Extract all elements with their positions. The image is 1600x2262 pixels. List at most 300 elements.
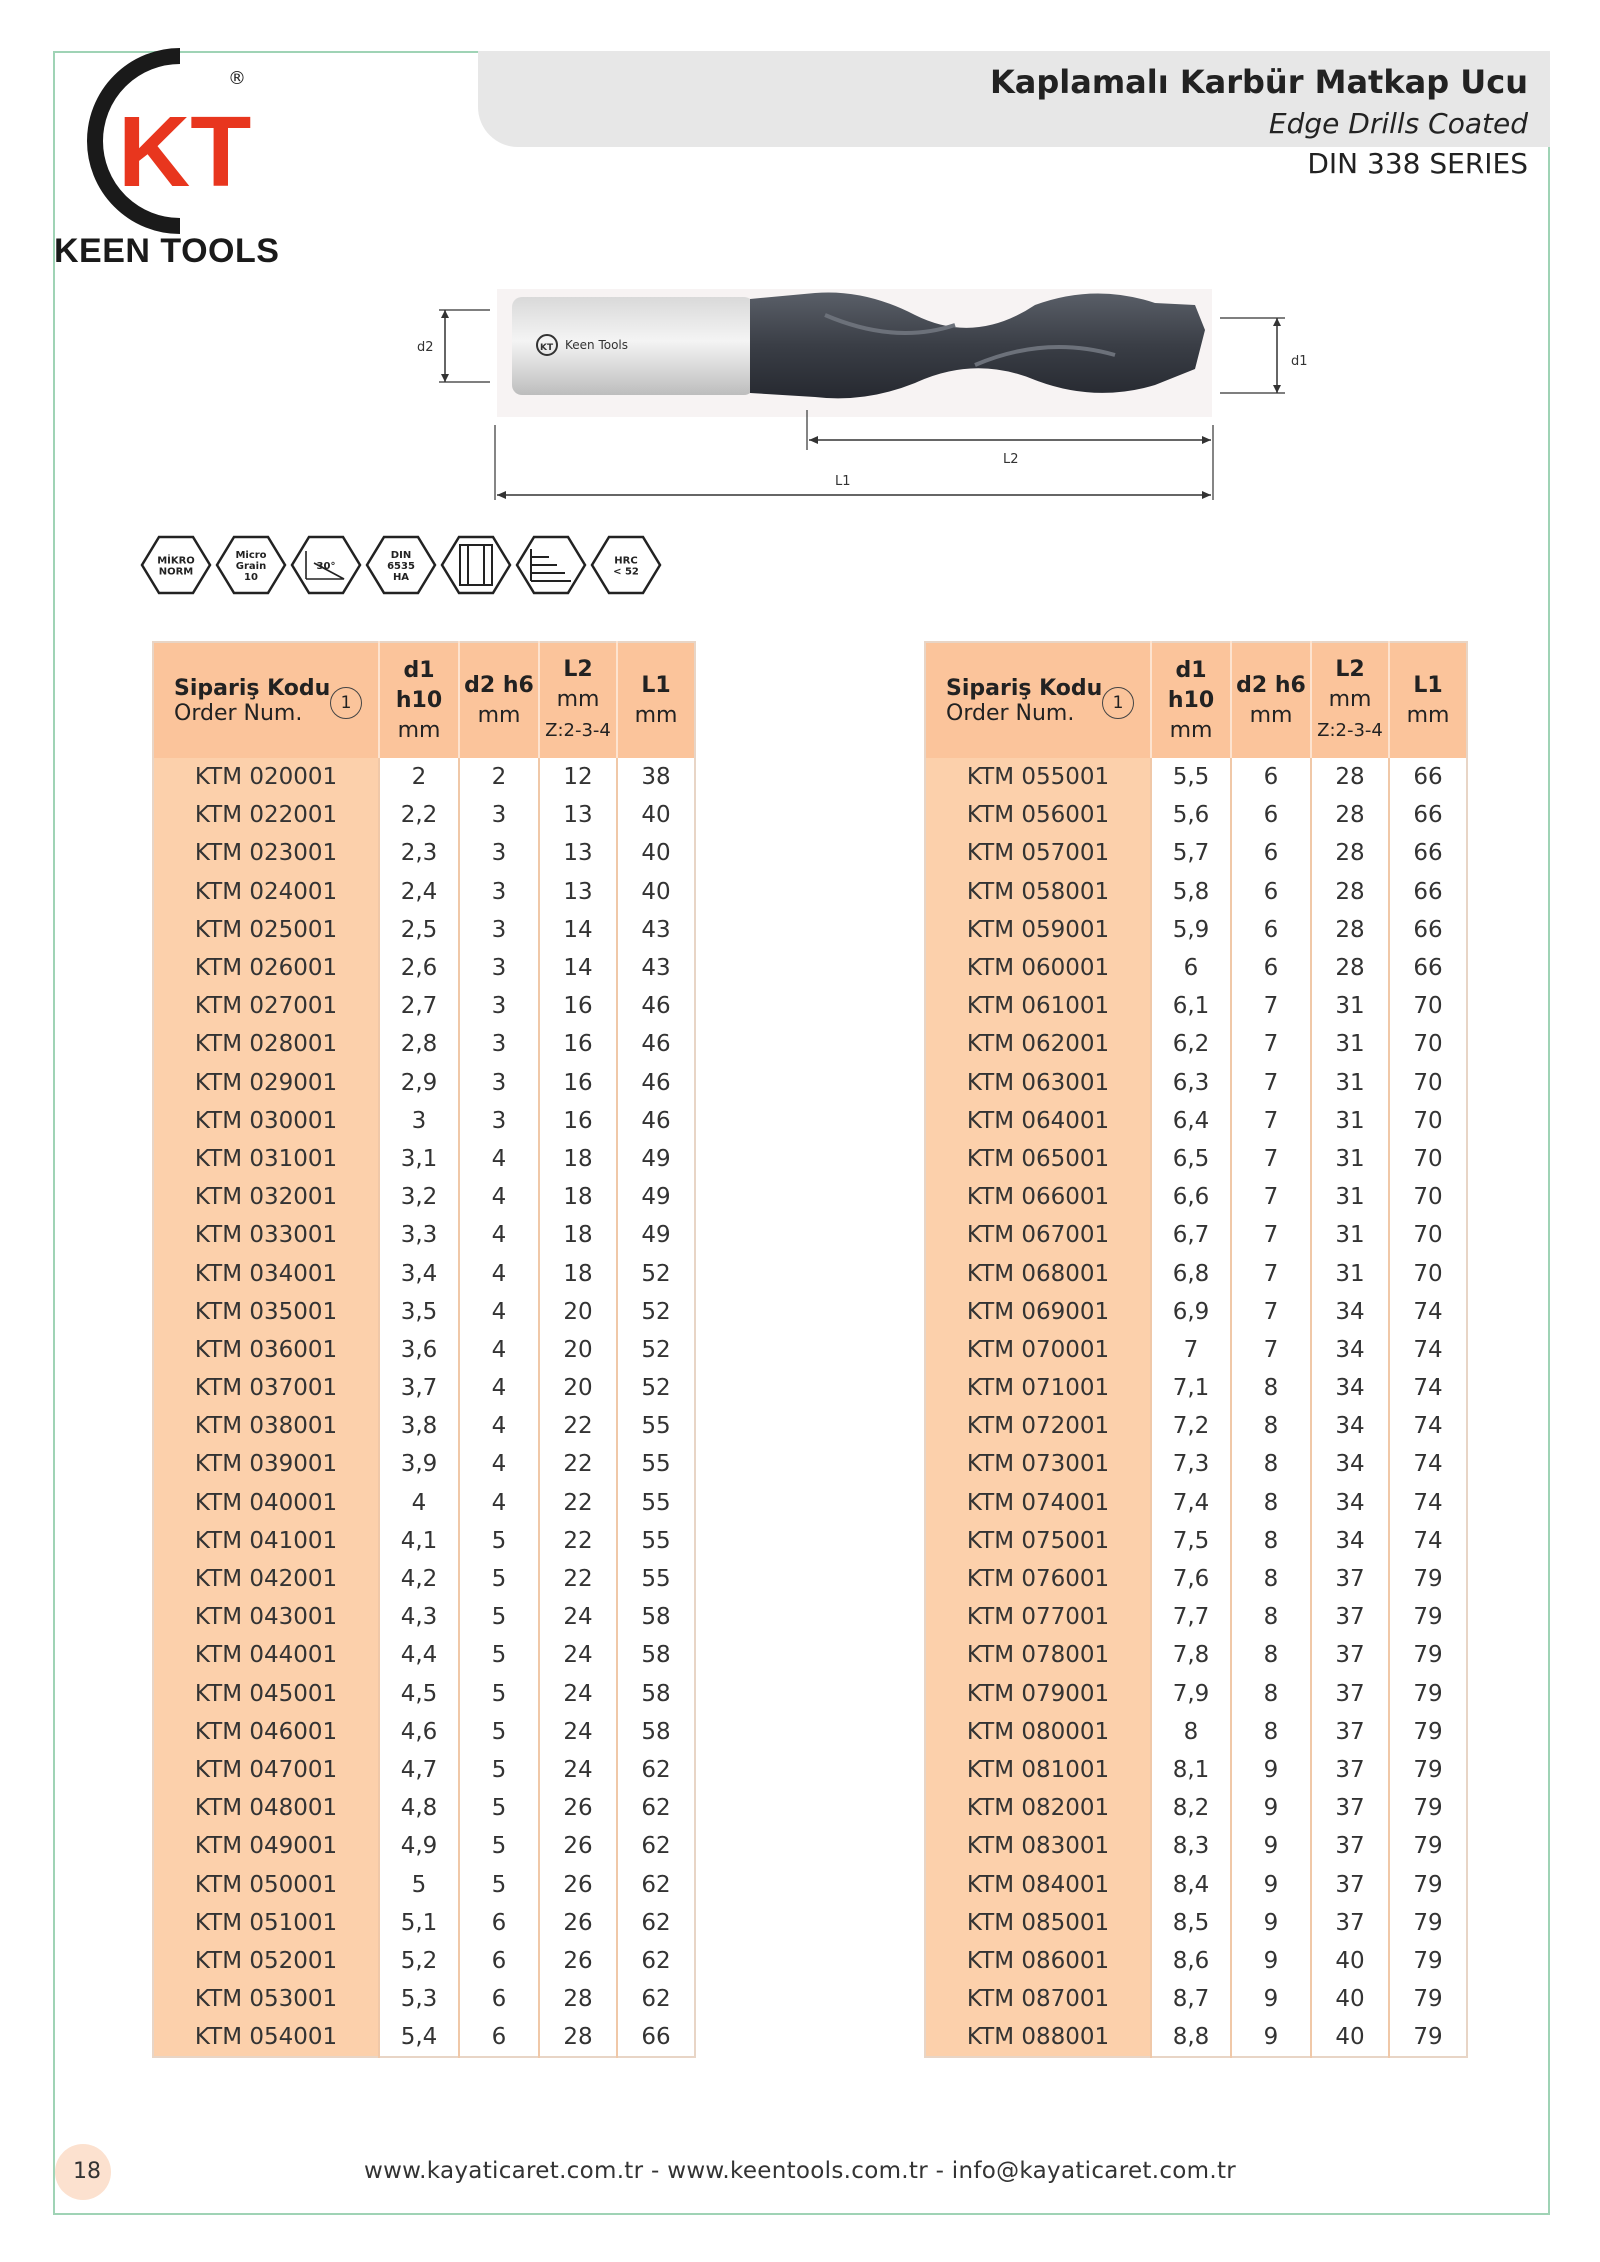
d2-cell: 7	[1231, 1293, 1311, 1331]
table-row	[153, 1904, 695, 1942]
order-code-cell: KTM 038001	[153, 1407, 379, 1445]
l1-cell: 62	[617, 1751, 695, 1789]
shank-label: Keen Tools	[565, 338, 629, 352]
d2-cell: 5	[459, 1865, 539, 1903]
l2-cell: 28	[1311, 796, 1389, 834]
d1-cell: 8,1	[1151, 1751, 1231, 1789]
l2-cell: 26	[539, 1827, 617, 1865]
l2-cell: 31	[1311, 987, 1389, 1025]
d2-cell: 7	[1231, 1178, 1311, 1216]
table-row	[925, 1522, 1467, 1560]
d1-cell: 4,6	[379, 1713, 459, 1751]
l2-cell: 34	[1311, 1407, 1389, 1445]
table-row	[153, 1789, 695, 1827]
d2-cell: 9	[1231, 1865, 1311, 1903]
l2-cell: 37	[1311, 1675, 1389, 1713]
l1-cell: 70	[1389, 1064, 1467, 1102]
d2-cell: 5	[459, 1789, 539, 1827]
table-row	[925, 949, 1467, 987]
d2-cell: 4	[459, 1216, 539, 1254]
table-row	[925, 1675, 1467, 1713]
table-left-wrap	[152, 641, 696, 2058]
order-code-cell: KTM 025001	[153, 911, 379, 949]
l1-cell: 43	[617, 949, 695, 987]
l1-cell: 79	[1389, 1598, 1467, 1636]
d1-cell: 4,3	[379, 1598, 459, 1636]
table-row	[153, 1064, 695, 1102]
table-row	[153, 1522, 695, 1560]
d2-cell: 5	[459, 1636, 539, 1674]
d2-cell: 3	[459, 911, 539, 949]
l2-cell: 37	[1311, 1636, 1389, 1674]
order-code-cell: KTM 067001	[925, 1216, 1151, 1254]
order-code-cell: KTM 020001	[153, 758, 379, 796]
d1-cell: 8,6	[1151, 1942, 1231, 1980]
l2-cell: 31	[1311, 1178, 1389, 1216]
d1-cell: 3,2	[379, 1178, 459, 1216]
order-code-cell: KTM 064001	[925, 1102, 1151, 1140]
order-code-cell: KTM 036001	[153, 1331, 379, 1369]
l1-cell: 79	[1389, 1751, 1467, 1789]
table-row	[153, 911, 695, 949]
order-code-cell: KTM 052001	[153, 1942, 379, 1980]
d2-cell: 6	[1231, 911, 1311, 949]
l1-cell: 70	[1389, 1025, 1467, 1063]
table-row	[925, 873, 1467, 911]
l1-cell: 46	[617, 1064, 695, 1102]
d1-cell: 7,5	[1151, 1522, 1231, 1560]
l1-cell: 46	[617, 1025, 695, 1063]
header-l2: L2 mm Z:2-3-4	[1311, 642, 1389, 758]
order-code-cell: KTM 034001	[153, 1254, 379, 1292]
d1-cell: 7,2	[1151, 1407, 1231, 1445]
order-code-cell: KTM 083001	[925, 1827, 1151, 1865]
l1-cell: 74	[1389, 1445, 1467, 1483]
l2-cell: 28	[1311, 911, 1389, 949]
order-code-cell: KTM 033001	[153, 1216, 379, 1254]
d1-cell: 3,3	[379, 1216, 459, 1254]
d2-cell: 3	[459, 873, 539, 911]
d2-cell: 8	[1231, 1598, 1311, 1636]
d1-cell: 5,2	[379, 1942, 459, 1980]
table-row	[153, 1865, 695, 1903]
coolant-icon	[442, 537, 510, 593]
d2-cell: 7	[1231, 1254, 1311, 1292]
l2-cell: 40	[1311, 1980, 1389, 2018]
table-right-wrap	[924, 641, 1468, 2058]
l2-cell: 22	[539, 1407, 617, 1445]
l1-cell: 70	[1389, 1254, 1467, 1292]
feature-icons	[140, 530, 720, 600]
d1-cell: 7,8	[1151, 1636, 1231, 1674]
table-row	[925, 1216, 1467, 1254]
order-code-cell: KTM 078001	[925, 1636, 1151, 1674]
order-code-cell: KTM 047001	[153, 1751, 379, 1789]
order-code-cell: KTM 077001	[925, 1598, 1151, 1636]
l2-cell: 20	[539, 1331, 617, 1369]
d2-cell: 4	[459, 1407, 539, 1445]
table-row	[925, 1484, 1467, 1522]
hrc-icon	[592, 537, 660, 593]
d1-cell: 5,6	[1151, 796, 1231, 834]
l1-cell: 55	[617, 1484, 695, 1522]
l2-cell: 37	[1311, 1789, 1389, 1827]
d2-cell: 8	[1231, 1484, 1311, 1522]
l1-cell: 62	[617, 1827, 695, 1865]
l1-cell: 55	[617, 1522, 695, 1560]
l1-cell: 62	[617, 1980, 695, 2018]
order-code-cell: KTM 088001	[925, 2018, 1151, 2057]
l2-cell: 28	[1311, 834, 1389, 872]
d2-cell: 5	[459, 1675, 539, 1713]
table-row	[153, 1445, 695, 1483]
l1-cell: 66	[1389, 796, 1467, 834]
order-code-cell: KTM 085001	[925, 1904, 1151, 1942]
l1-cell: 66	[1389, 949, 1467, 987]
order-code-cell: KTM 042001	[153, 1560, 379, 1598]
l2-cell: 34	[1311, 1484, 1389, 1522]
step-icon	[517, 537, 585, 593]
d2-cell: 3	[459, 796, 539, 834]
d1-cell: 8,7	[1151, 1980, 1231, 2018]
table-row	[153, 1331, 695, 1369]
d2-cell: 9	[1231, 1980, 1311, 2018]
table-row	[153, 1178, 695, 1216]
d2-cell: 7	[1231, 1025, 1311, 1063]
header-d2: d2 h6 mm	[459, 642, 539, 758]
d2-cell: 8	[1231, 1713, 1311, 1751]
l2-cell: 26	[539, 1942, 617, 1980]
l1-cell: 70	[1389, 1216, 1467, 1254]
l1-cell: 79	[1389, 1675, 1467, 1713]
header-l2: L2 mm Z:2-3-4	[539, 642, 617, 758]
d1-cell: 6,7	[1151, 1216, 1231, 1254]
table-row	[925, 1942, 1467, 1980]
din-6535-icon	[367, 537, 435, 593]
table-row	[925, 1102, 1467, 1140]
d2-cell: 8	[1231, 1369, 1311, 1407]
l2-cell: 40	[1311, 2018, 1389, 2057]
order-code-cell: KTM 022001	[153, 796, 379, 834]
d1-cell: 6,6	[1151, 1178, 1231, 1216]
order-code-cell: KTM 080001	[925, 1713, 1151, 1751]
registered-mark: ®	[228, 68, 246, 89]
order-code-cell: KTM 061001	[925, 987, 1151, 1025]
title-turkish: Kaplamalı Karbür Matkap Ucu	[989, 63, 1528, 101]
order-code-cell: KTM 055001	[925, 758, 1151, 796]
l2-cell: 20	[539, 1369, 617, 1407]
order-code-cell: KTM 086001	[925, 1942, 1151, 1980]
table-row	[925, 1865, 1467, 1903]
table-row	[925, 1980, 1467, 2018]
table-row	[153, 1560, 695, 1598]
d2-cell: 6	[1231, 873, 1311, 911]
table-row	[925, 1904, 1467, 1942]
d1-cell: 6,4	[1151, 1102, 1231, 1140]
l2-cell: 16	[539, 1025, 617, 1063]
l1-cell: 70	[1389, 1178, 1467, 1216]
l1-cell: 70	[1389, 1102, 1467, 1140]
d1-cell: 6,5	[1151, 1140, 1231, 1178]
table-row	[925, 758, 1467, 796]
l1-cell: 62	[617, 1904, 695, 1942]
d1-cell: 5,7	[1151, 834, 1231, 872]
d2-cell: 4	[459, 1484, 539, 1522]
d1-label: d1	[1291, 354, 1308, 369]
l2-cell: 16	[539, 1064, 617, 1102]
l1-cell: 79	[1389, 1942, 1467, 1980]
l2-cell: 14	[539, 911, 617, 949]
svg-text:NORM: NORM	[158, 566, 194, 578]
mikro-norm-icon	[142, 537, 210, 593]
order-table-left	[152, 641, 696, 2058]
l2-cell: 26	[539, 1865, 617, 1903]
order-code-cell: KTM 076001	[925, 1560, 1151, 1598]
l2-cell: 26	[539, 1904, 617, 1942]
l2-cell: 34	[1311, 1369, 1389, 1407]
order-code-cell: KTM 030001	[153, 1102, 379, 1140]
l2-cell: 16	[539, 987, 617, 1025]
table-row	[153, 987, 695, 1025]
l1-cell: 74	[1389, 1522, 1467, 1560]
note-marker: 1	[330, 687, 362, 719]
d2-cell: 3	[459, 949, 539, 987]
table-row	[925, 1636, 1467, 1674]
d2-label: d2	[417, 340, 434, 355]
l2-cell: 31	[1311, 1254, 1389, 1292]
d2-cell: 8	[1231, 1560, 1311, 1598]
d2-cell: 4	[459, 1369, 539, 1407]
l1-cell: 55	[617, 1445, 695, 1483]
order-code-cell: KTM 049001	[153, 1827, 379, 1865]
l1-cell: 49	[617, 1140, 695, 1178]
d1-cell: 7,9	[1151, 1675, 1231, 1713]
l2-cell: 14	[539, 949, 617, 987]
l2-cell: 13	[539, 873, 617, 911]
table-row	[153, 758, 695, 796]
l1-cell: 62	[617, 1942, 695, 1980]
d1-cell: 7,6	[1151, 1560, 1231, 1598]
d1-cell: 6	[1151, 949, 1231, 987]
svg-text:30°: 30°	[316, 561, 336, 572]
l1-cell: 79	[1389, 2018, 1467, 2057]
l2-cell: 37	[1311, 1904, 1389, 1942]
l1-cell: 58	[617, 1713, 695, 1751]
order-code-cell: KTM 029001	[153, 1064, 379, 1102]
d2-cell: 5	[459, 1598, 539, 1636]
brand-name: KEEN TOOLS	[54, 232, 280, 270]
order-code-cell: KTM 065001	[925, 1140, 1151, 1178]
l2-cell: 18	[539, 1178, 617, 1216]
order-table-right	[924, 641, 1468, 2058]
order-code-cell: KTM 073001	[925, 1445, 1151, 1483]
l2-cell: 13	[539, 796, 617, 834]
series-label: DIN 338 SERIES	[1307, 147, 1528, 180]
table-row	[925, 987, 1467, 1025]
d2-cell: 2	[459, 758, 539, 796]
d2-cell: 8	[1231, 1636, 1311, 1674]
l2-cell: 28	[1311, 873, 1389, 911]
order-code-cell: KTM 058001	[925, 873, 1151, 911]
d1-cell: 5,9	[1151, 911, 1231, 949]
header-order-code: Sipariş Kodu Order Num. 1	[925, 642, 1151, 758]
l2-cell: 28	[539, 2018, 617, 2057]
d1-cell: 3,5	[379, 1293, 459, 1331]
svg-text:HRC: HRC	[614, 555, 638, 567]
l2-cell: 26	[539, 1789, 617, 1827]
l2-cell: 12	[539, 758, 617, 796]
l1-cell: 52	[617, 1293, 695, 1331]
l1-cell: 66	[1389, 834, 1467, 872]
d1-cell: 6,8	[1151, 1254, 1231, 1292]
order-code-cell: KTM 023001	[153, 834, 379, 872]
micro-grain-icon	[217, 537, 285, 593]
l1-cell: 79	[1389, 1980, 1467, 2018]
l2-cell: 18	[539, 1254, 617, 1292]
d1-cell: 7,1	[1151, 1369, 1231, 1407]
l1-cell: 74	[1389, 1407, 1467, 1445]
d1-cell: 7,4	[1151, 1484, 1231, 1522]
header-l1: L1 mm	[1389, 642, 1467, 758]
header-d2: d2 h6 mm	[1231, 642, 1311, 758]
d1-cell: 4,1	[379, 1522, 459, 1560]
l2-cell: 22	[539, 1560, 617, 1598]
d1-cell: 8,4	[1151, 1865, 1231, 1903]
drill-drawing	[395, 285, 1325, 515]
d1-cell: 4,5	[379, 1675, 459, 1713]
d2-cell: 3	[459, 834, 539, 872]
order-code-cell: KTM 054001	[153, 2018, 379, 2057]
table-row	[925, 796, 1467, 834]
order-code-cell: KTM 046001	[153, 1713, 379, 1751]
d2-cell: 7	[1231, 1102, 1311, 1140]
l1-cell: 62	[617, 1865, 695, 1903]
table-row	[925, 1178, 1467, 1216]
d1-cell: 4,4	[379, 1636, 459, 1674]
d2-cell: 9	[1231, 1904, 1311, 1942]
l2-cell: 34	[1311, 1331, 1389, 1369]
l1-cell: 52	[617, 1331, 695, 1369]
order-code-cell: KTM 028001	[153, 1025, 379, 1063]
table-row	[153, 1254, 695, 1292]
d1-cell: 4,9	[379, 1827, 459, 1865]
d1-cell: 4,8	[379, 1789, 459, 1827]
d2-cell: 3	[459, 1102, 539, 1140]
l2-cell: 22	[539, 1522, 617, 1560]
d2-cell: 7	[1231, 1140, 1311, 1178]
l1-cell: 74	[1389, 1293, 1467, 1331]
l2-cell: 31	[1311, 1140, 1389, 1178]
d1-cell: 5,8	[1151, 873, 1231, 911]
d2-cell: 6	[459, 1980, 539, 2018]
order-code-cell: KTM 072001	[925, 1407, 1151, 1445]
d2-cell: 5	[459, 1751, 539, 1789]
table-row	[153, 949, 695, 987]
l1-cell: 52	[617, 1369, 695, 1407]
d2-cell: 4	[459, 1140, 539, 1178]
svg-text:Micro: Micro	[235, 550, 267, 561]
l2-cell: 18	[539, 1216, 617, 1254]
d1-cell: 4,2	[379, 1560, 459, 1598]
l2-cell: 18	[539, 1140, 617, 1178]
l1-cell: 55	[617, 1560, 695, 1598]
d2-cell: 9	[1231, 1942, 1311, 1980]
d1-cell: 3,8	[379, 1407, 459, 1445]
table-row	[153, 1140, 695, 1178]
order-code-cell: KTM 045001	[153, 1675, 379, 1713]
table-row	[925, 2018, 1467, 2057]
table-row	[925, 1331, 1467, 1369]
l2-cell: 28	[1311, 758, 1389, 796]
d1-cell: 4,7	[379, 1751, 459, 1789]
page-number: 18	[55, 2144, 111, 2200]
order-code-cell: KTM 066001	[925, 1178, 1151, 1216]
l2-cell: 37	[1311, 1560, 1389, 1598]
l2-cell: 34	[1311, 1522, 1389, 1560]
l1-cell: 74	[1389, 1331, 1467, 1369]
table-row	[925, 1560, 1467, 1598]
svg-text:< 52: < 52	[613, 566, 639, 578]
l1-cell: 79	[1389, 1904, 1467, 1942]
table-row	[925, 1025, 1467, 1063]
d2-cell: 6	[1231, 949, 1311, 987]
d2-cell: 8	[1231, 1445, 1311, 1483]
d2-cell: 7	[1231, 1216, 1311, 1254]
d1-cell: 2,9	[379, 1064, 459, 1102]
d1-cell: 4	[379, 1484, 459, 1522]
l2-cell: 24	[539, 1675, 617, 1713]
d2-cell: 3	[459, 1064, 539, 1102]
order-code-cell: KTM 087001	[925, 1980, 1151, 2018]
order-code-cell: KTM 059001	[925, 911, 1151, 949]
order-code-cell: KTM 041001	[153, 1522, 379, 1560]
l2-cell: 40	[1311, 1942, 1389, 1980]
table-row	[153, 1216, 695, 1254]
table-row	[153, 1675, 695, 1713]
l2-cell: 24	[539, 1713, 617, 1751]
order-code-cell: KTM 069001	[925, 1293, 1151, 1331]
title-english: Edge Drills Coated	[1268, 107, 1528, 140]
table-row	[153, 1369, 695, 1407]
d1-cell: 3,4	[379, 1254, 459, 1292]
svg-text:MİKRO: MİKRO	[157, 555, 195, 567]
order-code-cell: KTM 063001	[925, 1064, 1151, 1102]
l1-cell: 70	[1389, 987, 1467, 1025]
order-code-cell: KTM 026001	[153, 949, 379, 987]
l2-cell: 37	[1311, 1598, 1389, 1636]
table-row	[925, 1407, 1467, 1445]
order-code-cell: KTM 081001	[925, 1751, 1151, 1789]
l2-label: L2	[1003, 452, 1019, 467]
l2-cell: 37	[1311, 1827, 1389, 1865]
d1-cell: 5,5	[1151, 758, 1231, 796]
order-code-cell: KTM 051001	[153, 1904, 379, 1942]
table-row	[153, 1598, 695, 1636]
table-row	[925, 1751, 1467, 1789]
order-code-cell: KTM 056001	[925, 796, 1151, 834]
l1-cell: 58	[617, 1636, 695, 1674]
order-code-cell: KTM 068001	[925, 1254, 1151, 1292]
l1-cell: 79	[1389, 1789, 1467, 1827]
l1-cell: 74	[1389, 1369, 1467, 1407]
l1-cell: 58	[617, 1675, 695, 1713]
d2-cell: 6	[459, 1942, 539, 1980]
table-row	[153, 1713, 695, 1751]
d2-cell: 9	[1231, 2018, 1311, 2057]
table-row	[925, 1827, 1467, 1865]
l2-cell: 34	[1311, 1293, 1389, 1331]
header-order-code: Sipariş Kodu Order Num. 1	[153, 642, 379, 758]
